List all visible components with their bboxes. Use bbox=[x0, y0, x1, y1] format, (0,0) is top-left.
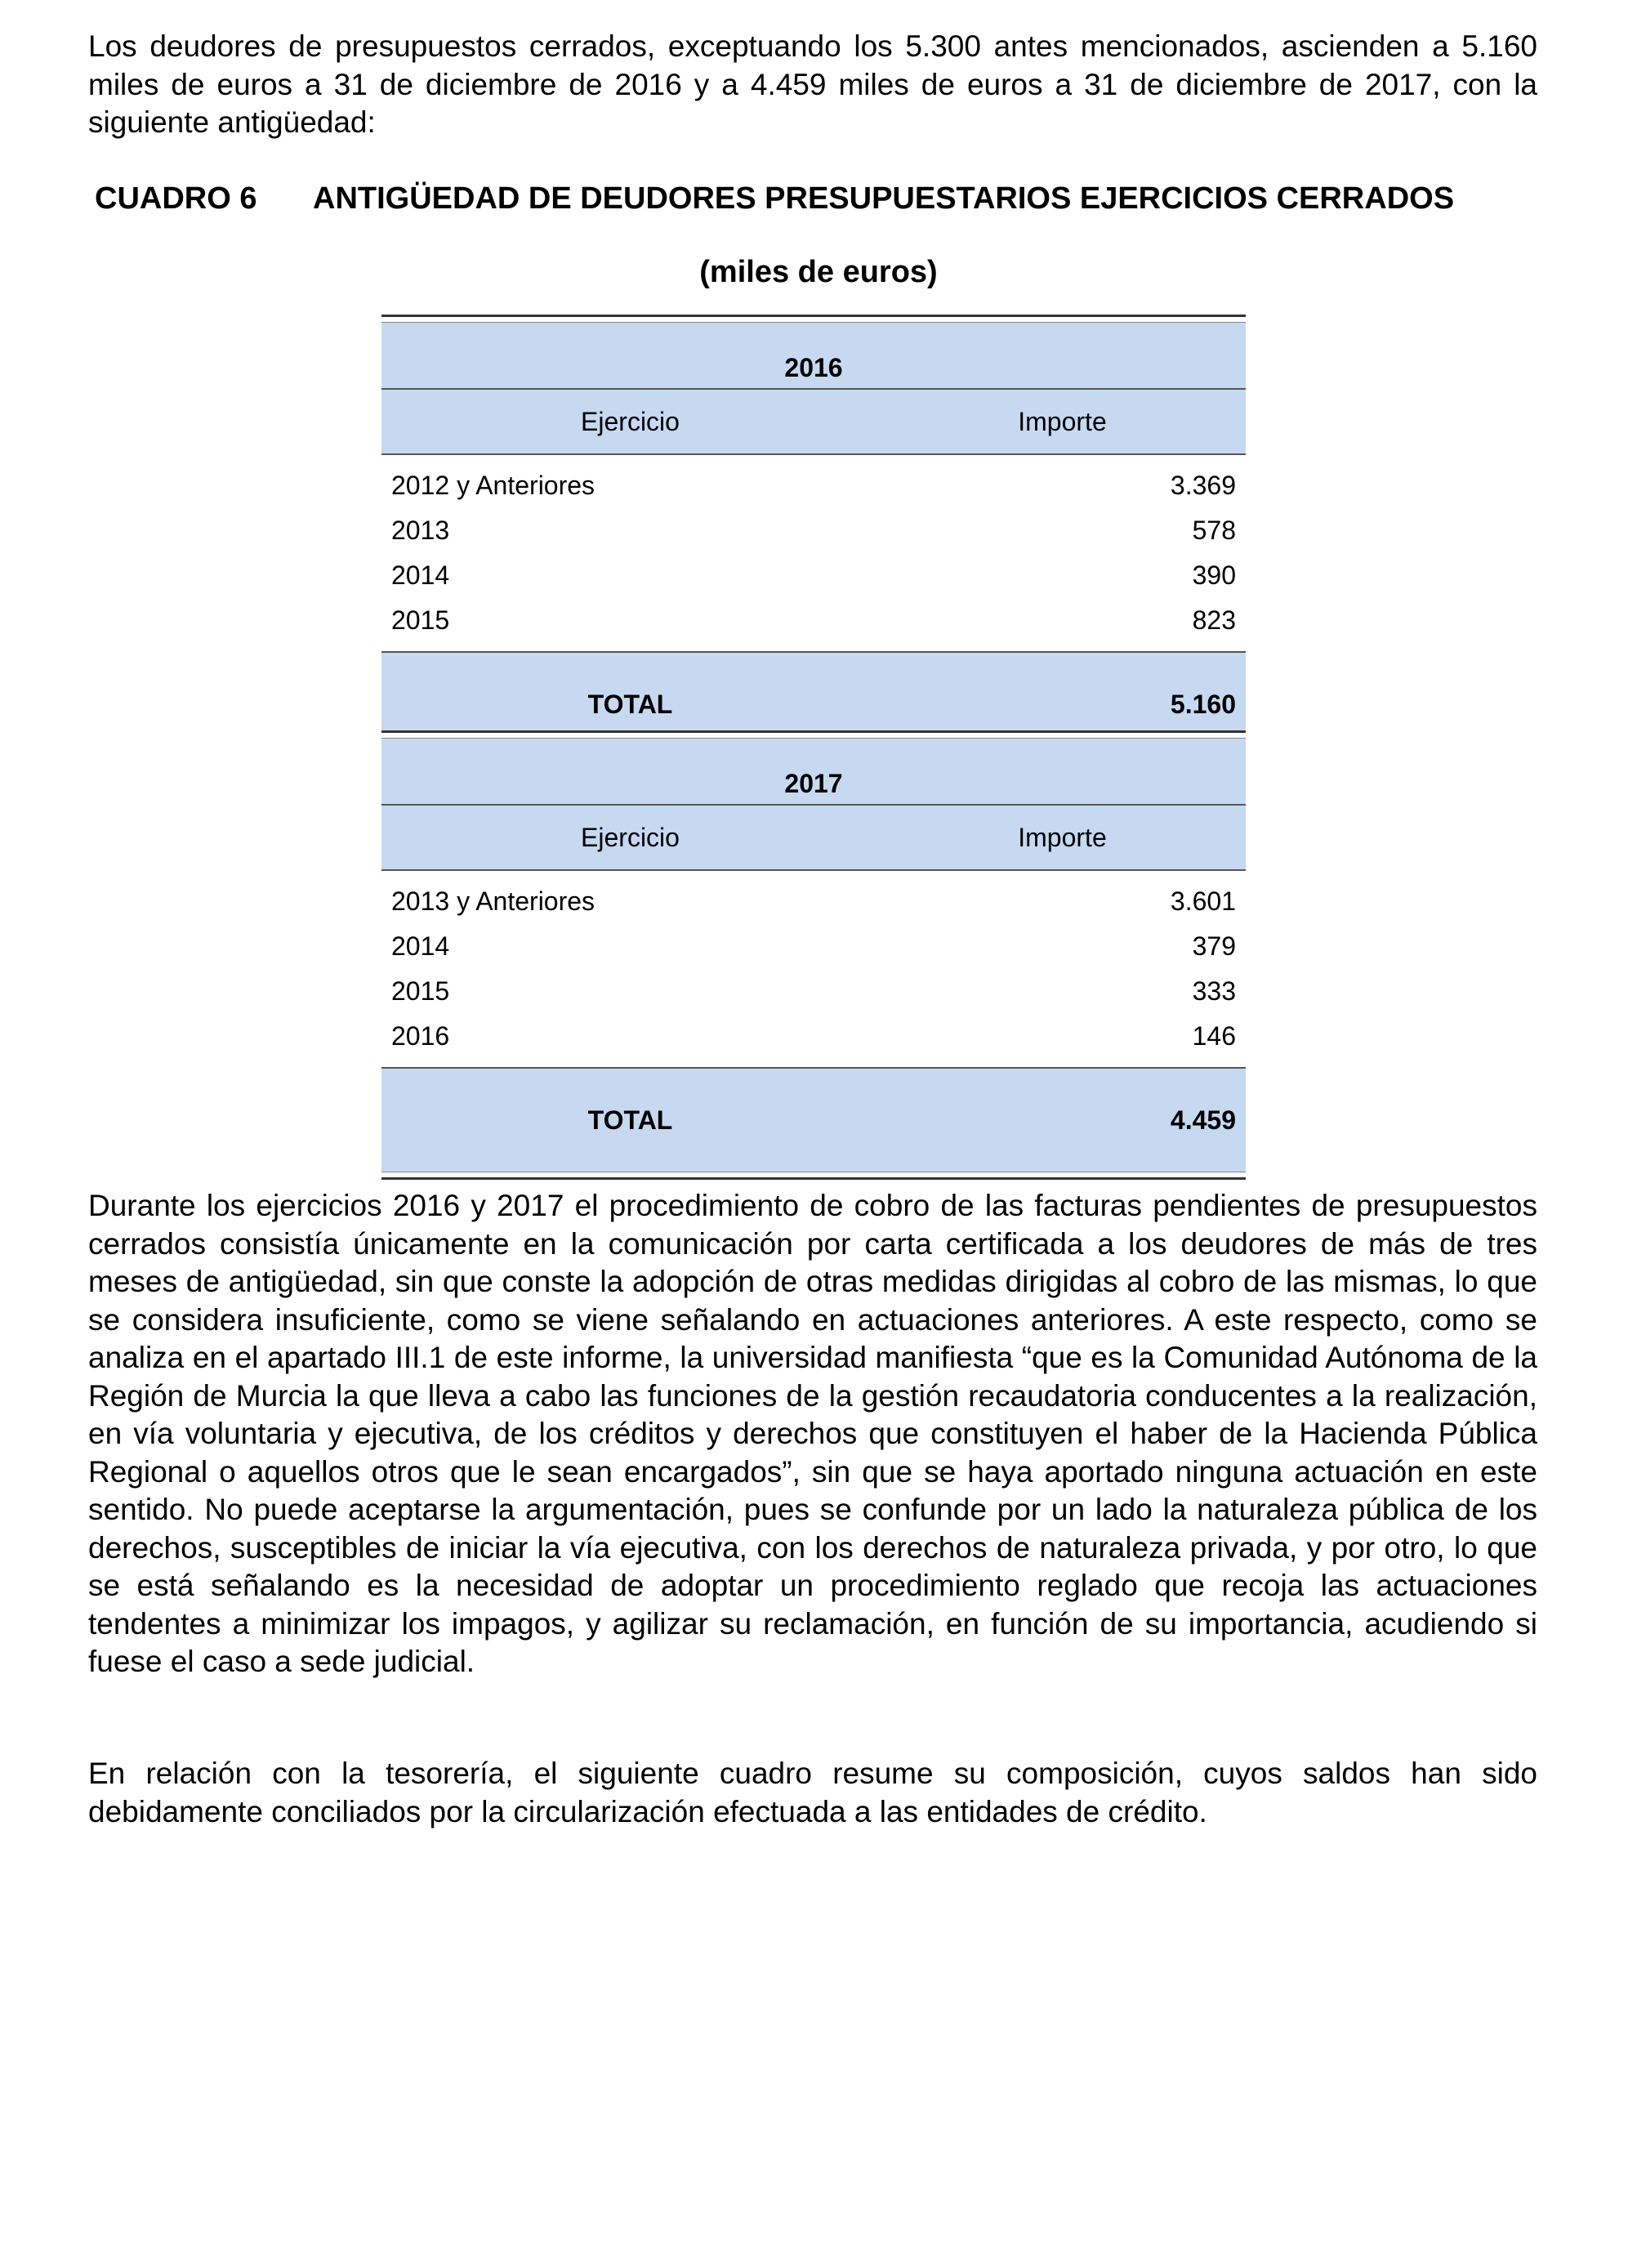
table-top-rule bbox=[381, 730, 1246, 739]
table-row bbox=[381, 924, 1246, 969]
cell-importe: 390 bbox=[1192, 560, 1236, 590]
total-row bbox=[381, 1067, 1246, 1172]
table-row bbox=[381, 508, 1246, 553]
cell-importe: 3.601 bbox=[1170, 886, 1236, 916]
table-row bbox=[381, 463, 1246, 508]
table-units: (miles de euros) bbox=[699, 255, 938, 289]
table-row bbox=[381, 1014, 1246, 1059]
cell-ejercicio: 2015 bbox=[391, 605, 450, 635]
table-row bbox=[381, 969, 1246, 1014]
year-header: 2016 bbox=[381, 323, 1246, 390]
cell-importe: 578 bbox=[1192, 516, 1236, 545]
column-header-row bbox=[381, 390, 1246, 455]
total-label: TOTAL bbox=[587, 1105, 673, 1135]
column-header-ejercicio: Ejercicio bbox=[581, 407, 680, 436]
table-top-rule bbox=[381, 315, 1246, 323]
intro-paragraph: Los deudores de presupuestos cerrados, exceptuando los 5.300 antes mencionados, ascienden a 5.160 miles de euros a 31 de diciembre de 2016 y a 4.459 miles de euros a 31 de diciembre de 2017, con la siguiente antigüedad: bbox=[88, 29, 1537, 139]
cell-ejercicio: 2012 y Anteriores bbox=[391, 471, 595, 500]
debtors-table-2016 bbox=[381, 315, 1246, 756]
column-header-row bbox=[381, 806, 1246, 871]
column-header-importe: Importe bbox=[1018, 407, 1107, 436]
total-value: 4.459 bbox=[1170, 1105, 1236, 1135]
total-label: TOTAL bbox=[587, 690, 673, 719]
total-value: 5.160 bbox=[1170, 690, 1236, 719]
table-row bbox=[381, 879, 1246, 924]
cell-ejercicio: 2015 bbox=[391, 976, 450, 1006]
treasury-paragraph: En relación con la tesorería, el siguiente cuadro resume su composición, cuyos saldos han sido debidamente conciliados por la circularización efectuada a las entidades de crédito. bbox=[88, 1757, 1537, 1828]
column-header-ejercicio: Ejercicio bbox=[581, 823, 680, 852]
cell-importe: 333 bbox=[1192, 976, 1236, 1006]
table-bottom-rule bbox=[381, 1172, 1246, 1180]
cell-importe: 146 bbox=[1192, 1021, 1236, 1051]
cell-ejercicio: 2014 bbox=[391, 931, 450, 961]
table-row bbox=[381, 553, 1246, 598]
table-number: CUADRO 6 bbox=[95, 181, 257, 216]
column-header-importe: Importe bbox=[1018, 823, 1107, 852]
year-header: 2017 bbox=[381, 739, 1246, 806]
debtors-table-2017 bbox=[381, 730, 1246, 1180]
cell-ejercicio: 2014 bbox=[391, 560, 450, 590]
cell-ejercicio: 2013 y Anteriores bbox=[391, 886, 595, 916]
cell-importe: 823 bbox=[1192, 605, 1236, 635]
cell-importe: 379 bbox=[1192, 931, 1236, 961]
cell-ejercicio: 2013 bbox=[391, 516, 450, 545]
cell-importe: 3.369 bbox=[1170, 471, 1236, 500]
cell-ejercicio: 2016 bbox=[391, 1021, 450, 1051]
table-title: ANTIGÜEDAD DE DEUDORES PRESUPUESTARIOS EJERCICIOS CERRADOS bbox=[313, 181, 1455, 216]
table-row bbox=[381, 598, 1246, 643]
procedure-paragraph: Durante los ejercicios 2016 y 2017 el procedimiento de cobro de las facturas pendientes de presupuestos cerrados consistía únicamente en la comunicación por carta certificada a los deudores de más de tres meses de antigüedad, sin que conste la adopción de otras medidas dirigidas al cobro de las mismas, lo que se considera insuficiente, como se viene señalando en actuaciones anteriores. A este respecto, como se analiza en el apartado III.1 de este informe, la universidad manifiesta “que es la Comunidad Autónoma de la Región de Murcia la que lleva a cabo las funciones de la gestión recaudatoria conducentes a la realización, en vía voluntaria y ejecutiva, de los créditos y derechos que constituyen el haber de la Hacienda Pública Regional o aquellos otros que le sean encargados”, sin que se haya aportado ninguna actuación en este sentido. No puede aceptarse la argumentación, pues se confunde por un lado la naturaleza pública de los derechos, susceptibles de iniciar la vía ejecutiva, con los derechos de naturaleza privada, y por otro, lo que se está señalando es la necesidad de adoptar un procedimiento reglado que recoja las actuaciones tendentes a minimizar los impagos, y agilizar su reclamación, en función de su importancia, acudiendo si fuese el caso a sede judicial. bbox=[88, 1189, 1537, 1678]
table-caption bbox=[95, 178, 1537, 219]
